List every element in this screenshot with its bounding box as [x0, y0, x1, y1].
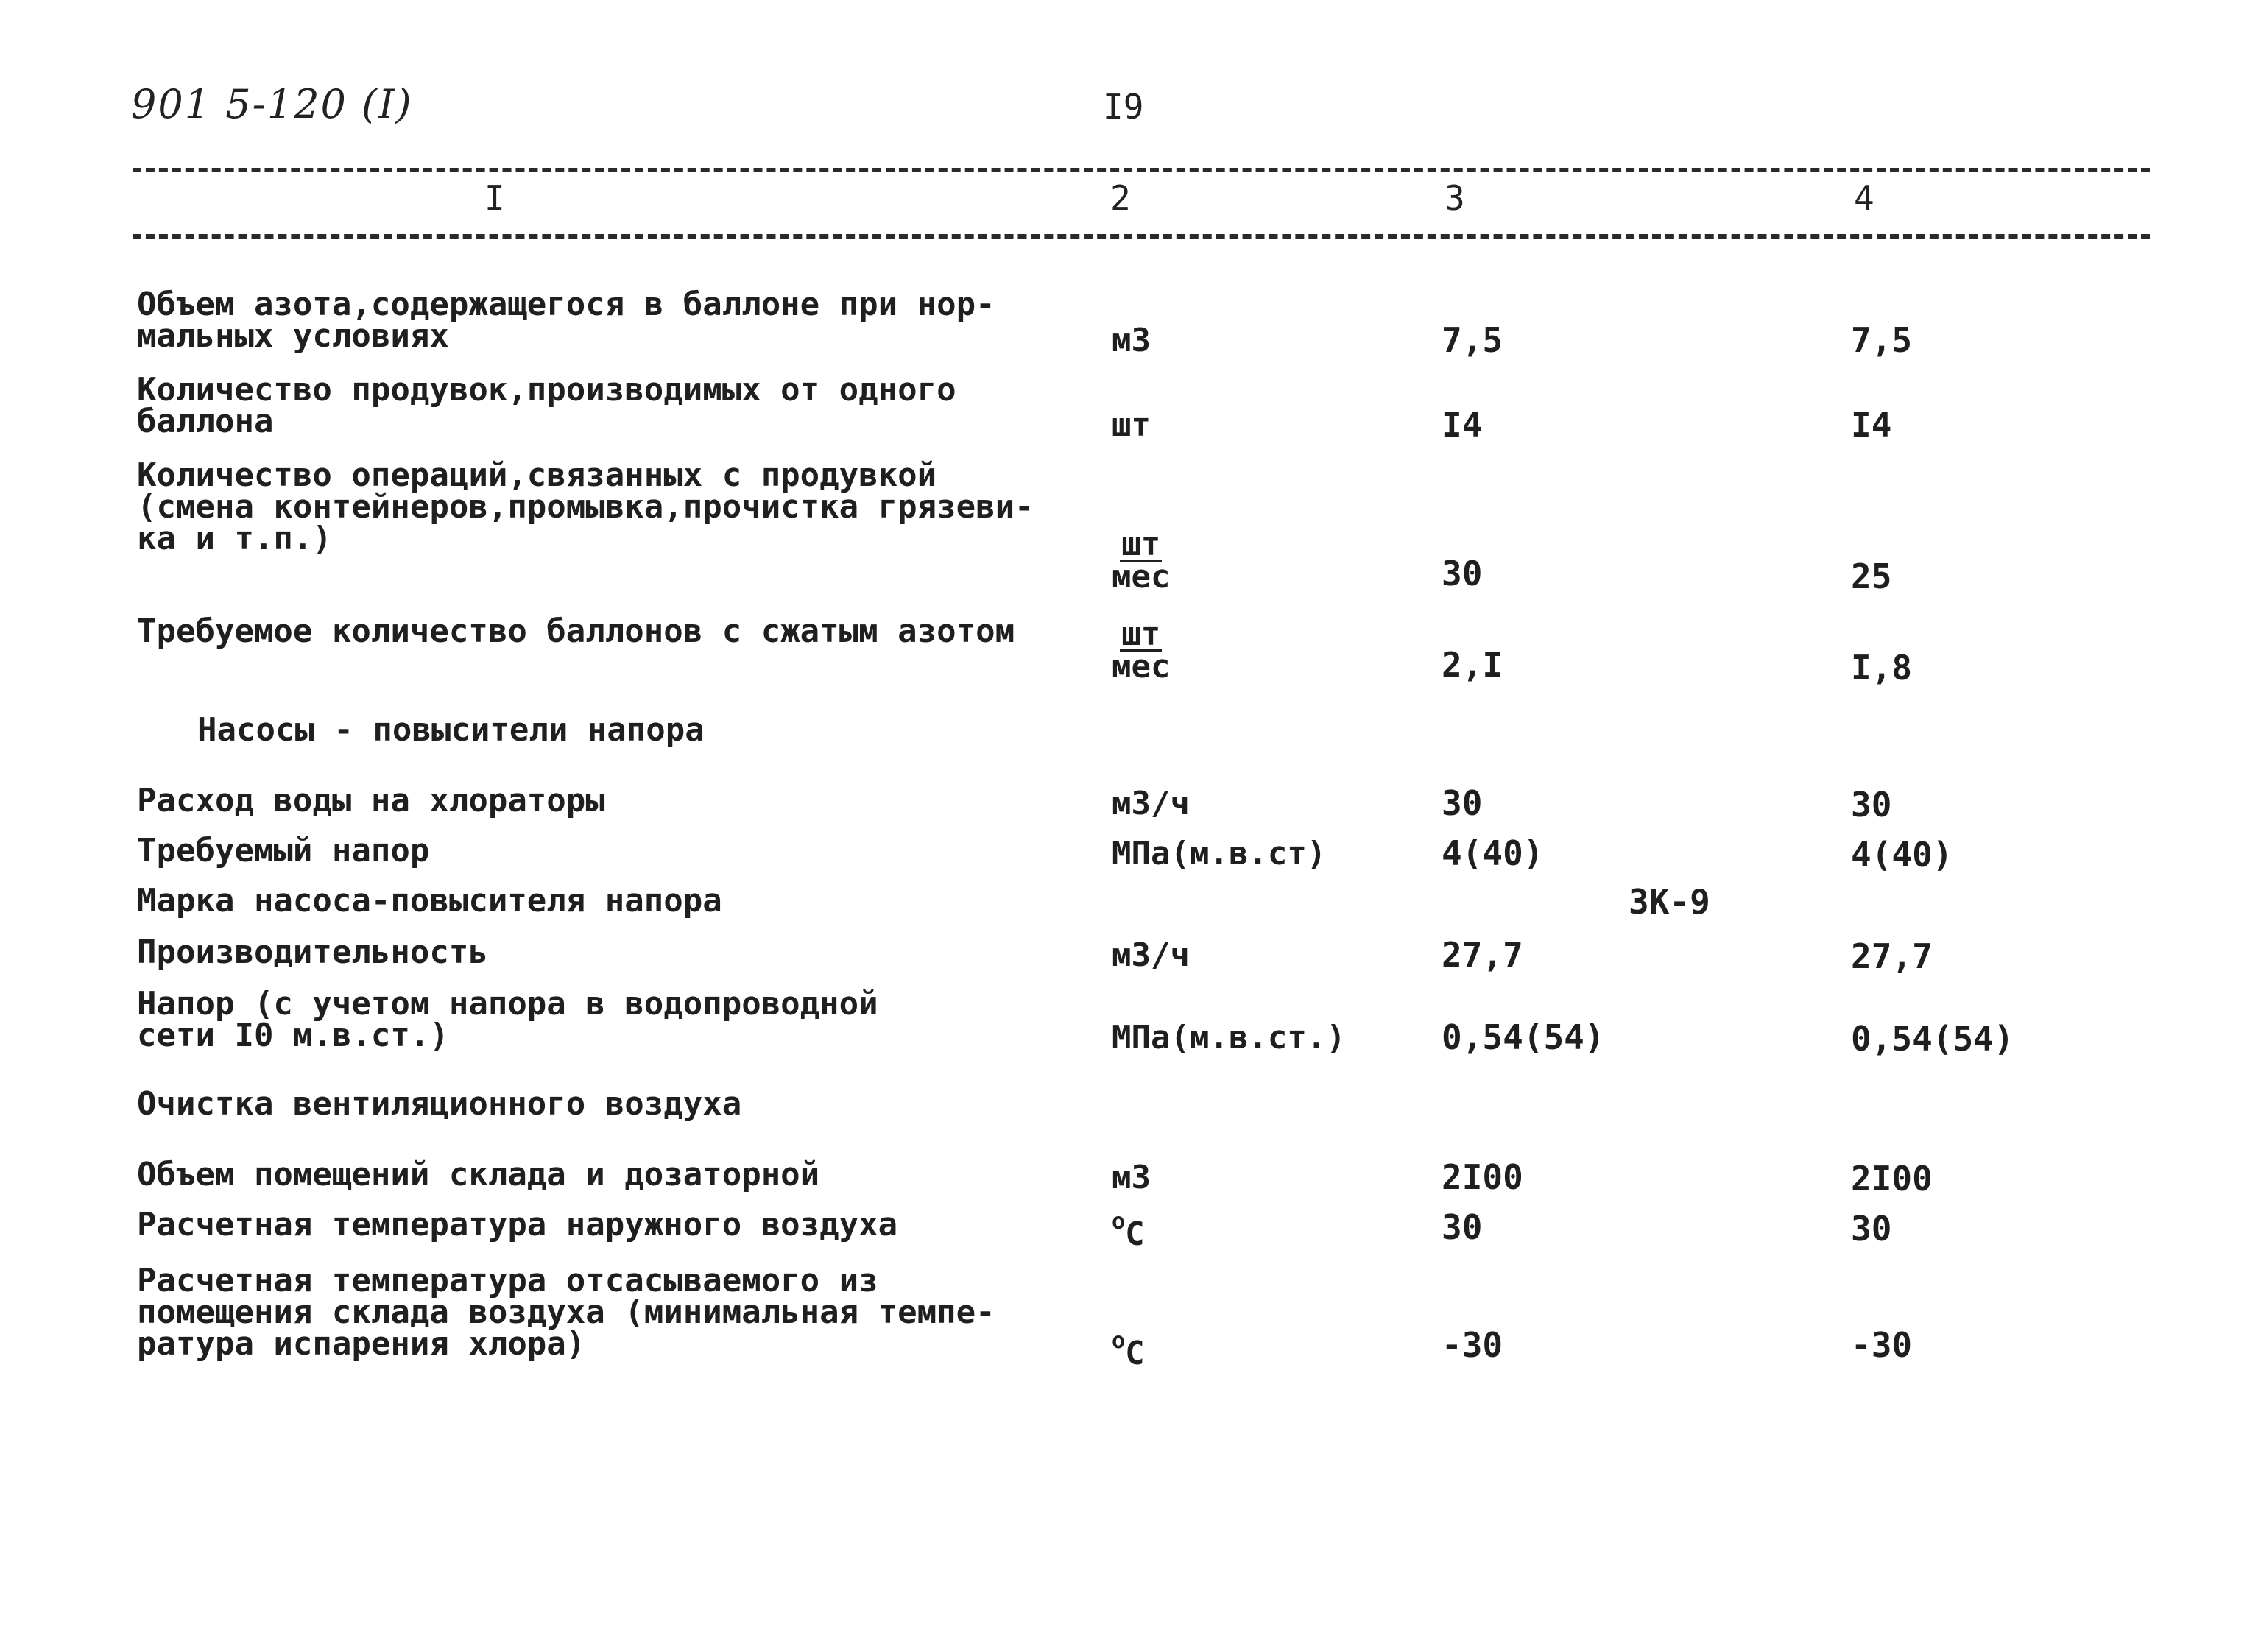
- row-value-col4: -30: [1851, 1325, 1913, 1365]
- row-value-col3: 30: [1442, 554, 1483, 593]
- row-value-col3: 27,7: [1442, 935, 1523, 975]
- row-label: Требуемое количество баллонов с сжатым азотом: [137, 613, 1015, 650]
- row-value-col4: 30: [1851, 1209, 1892, 1249]
- row-value-col4: I4: [1851, 405, 1892, 445]
- page-number: I9: [1103, 87, 1144, 127]
- column-header-2: 2: [1110, 178, 1131, 218]
- row-value-col3: 2I00: [1442, 1157, 1523, 1197]
- unit-numerator: шт: [1121, 615, 1161, 653]
- row-label: Количество операций,связанных с продувкой (смена контейнеров,промывка,прочистка грязеви- ка и т.п.): [137, 456, 1034, 557]
- column-header-4: 4: [1854, 178, 1874, 218]
- row-value-col3: I4: [1442, 405, 1483, 445]
- row-value-col4: 27,7: [1851, 936, 1933, 976]
- row-unit: МПа(м.в.ст): [1112, 835, 1327, 872]
- unit-letter: C: [1125, 1335, 1145, 1372]
- row-label: Производительность: [137, 933, 488, 971]
- row-label: Расчетная температура отсасываемого из помещения склада воздуха (минимальная темпе- ратура испарения хлора): [137, 1262, 995, 1363]
- unit-denominator: мес: [1112, 648, 1171, 685]
- row-value-col4: 25: [1851, 557, 1892, 596]
- section-heading: Очистка вентиляционного воздуха: [137, 1085, 742, 1123]
- row-unit: [1112, 1328, 1145, 1372]
- row-unit-fraction: [1112, 615, 1171, 685]
- row-value-col4: I,8: [1851, 648, 1913, 688]
- row-value-col4: 2I00: [1851, 1159, 1933, 1199]
- row-label: Расход воды на хлораторы: [137, 782, 605, 819]
- row-label: Объем азота,содержащегося в баллоне при нор- мальных условиях: [137, 286, 995, 355]
- row-value-col4: 7,5: [1851, 320, 1913, 360]
- row-label: Напор (с учетом напора в водопроводной сети I0 м.в.ст.): [137, 985, 878, 1054]
- row-unit-fraction: [1112, 526, 1171, 596]
- unit-numerator: шт: [1121, 526, 1161, 563]
- document-code: 901 5-120 (I): [131, 81, 413, 127]
- row-value-col4: 0,54(54): [1851, 1019, 2014, 1059]
- row-value-col3: 30: [1442, 783, 1483, 823]
- row-unit: м3/ч: [1112, 785, 1190, 822]
- row-label: Количество продувок,производимых от одного баллона: [137, 371, 956, 440]
- row-value-spanning: 3К-9: [1629, 882, 1710, 922]
- row-unit: м3: [1112, 322, 1151, 359]
- row-unit: м3/ч: [1112, 936, 1190, 974]
- row-unit: [1112, 1209, 1145, 1253]
- degree-sign: o: [1112, 1209, 1126, 1235]
- row-label: Объем помещений склада и дозаторной: [137, 1156, 820, 1193]
- column-header-1: I: [484, 178, 505, 218]
- row-value-col4: 30: [1851, 785, 1892, 825]
- row-value-col3: -30: [1442, 1325, 1503, 1365]
- section-heading: Насосы - повысители напора: [197, 711, 705, 749]
- row-unit: м3: [1112, 1159, 1151, 1196]
- unit-denominator: мес: [1112, 558, 1171, 596]
- table-top-rule: [133, 168, 2150, 172]
- row-unit: шт: [1112, 406, 1151, 444]
- row-value-col3: 4(40): [1442, 833, 1544, 873]
- degree-sign: o: [1112, 1328, 1126, 1354]
- unit-letter: C: [1125, 1215, 1145, 1253]
- table-header-rule: [133, 234, 2150, 239]
- row-unit: МПа(м.в.ст.): [1112, 1019, 1346, 1056]
- row-label: Требуемый напор: [137, 832, 430, 869]
- row-value-col4: 4(40): [1851, 835, 1953, 875]
- row-label: Марка насоса-повысителя напора: [137, 882, 722, 919]
- row-value-col3: 2,I: [1442, 645, 1503, 685]
- column-header-3: 3: [1445, 178, 1465, 218]
- row-value-col3: 0,54(54): [1442, 1017, 1605, 1057]
- row-label: Расчетная температура наружного воздуха: [137, 1206, 898, 1243]
- row-value-col3: 7,5: [1442, 320, 1503, 360]
- row-value-col3: 30: [1442, 1207, 1483, 1247]
